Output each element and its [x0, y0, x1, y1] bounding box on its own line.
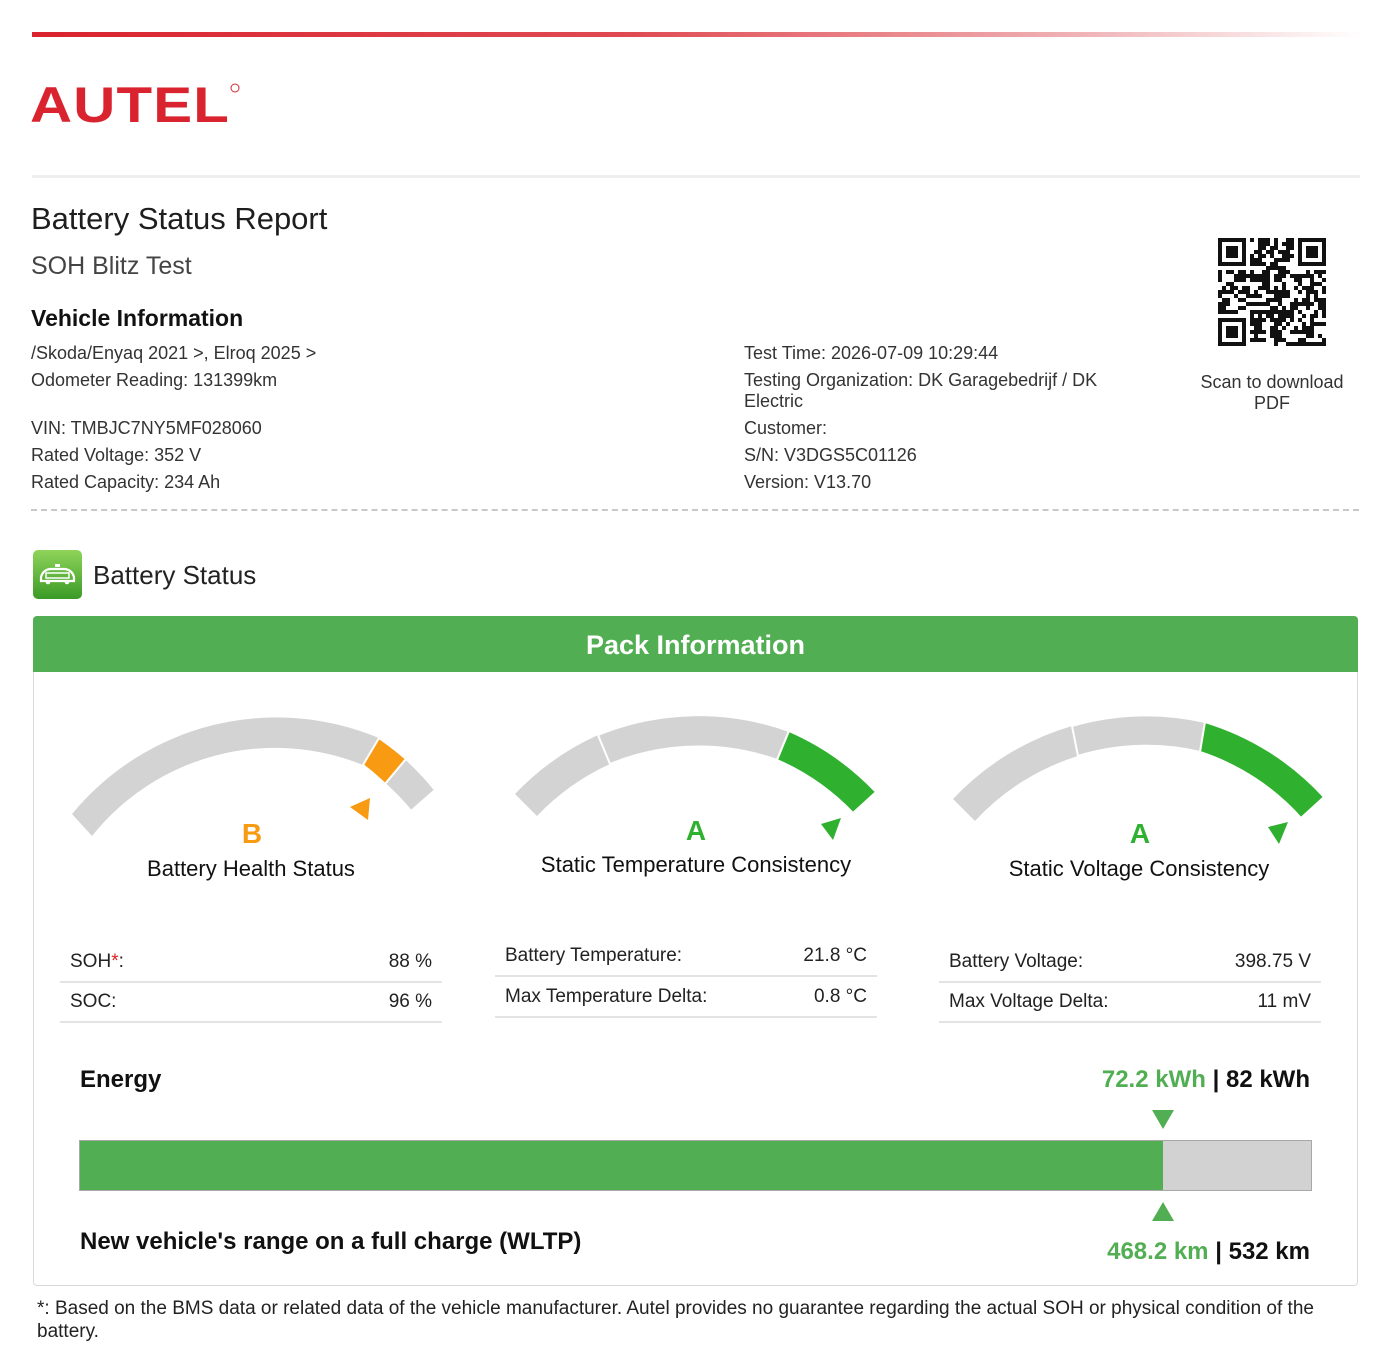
battery-health-label: Battery Health Status: [147, 856, 355, 881]
rated-capacity: Rated Capacity: 234 Ah: [31, 472, 221, 492]
customer: Customer:: [744, 418, 828, 438]
vehicle-info-heading: Vehicle Information: [31, 305, 244, 331]
footnote: *: Based on the BMS data or related data of the vehicle manufacturer. Autel provides no guarantee regarding the actual SOH or physical condition of the battery.: [37, 1298, 1314, 1342]
range-marker-up-icon: [1152, 1202, 1174, 1221]
battery-voltage-value: 398.75 V: [1234, 951, 1311, 972]
range-label: New vehicle's range on a full charge (WLTP): [80, 1228, 582, 1255]
top-accent-rule: [32, 32, 1362, 37]
max-temperature-delta-key: Max Temperature Delta:: [505, 986, 708, 1007]
report-title: Battery Status Report: [31, 201, 328, 236]
energy-progress-fill: [80, 1141, 1163, 1190]
qr-code-icon[interactable]: [1218, 238, 1326, 346]
energy-current: 72.2 kWh: [1101, 1066, 1206, 1093]
software-version: Version: V13.70: [744, 472, 872, 492]
battery-car-icon: [33, 550, 82, 599]
vin: VIN: TMBJC7NY5MF028060: [31, 418, 262, 438]
serial-number: S/N: V3DGS5C01126: [744, 445, 917, 465]
max-voltage-delta-value: 11 mV: [1257, 991, 1311, 1012]
soh-key-colon: :: [118, 951, 124, 972]
metric-row: [495, 978, 877, 1018]
test-time: Test Time: 2026-07-09 10:29:44: [744, 343, 999, 363]
range-current: 468.2 km: [1107, 1238, 1209, 1265]
static-temperature-grade: A: [685, 815, 707, 846]
header-divider: [32, 175, 1360, 178]
pack-information-header: Pack Information: [33, 616, 1358, 672]
static-voltage-grade: A: [1129, 818, 1151, 849]
soc-value: 96 %: [388, 991, 432, 1012]
metric-row: [60, 983, 442, 1023]
battery-status-title: Battery Status: [93, 560, 257, 590]
autel-logo: [30, 80, 242, 128]
metric-row: [60, 943, 442, 983]
energy-values: [1102, 1066, 1310, 1094]
battery-health-grade: B: [241, 818, 263, 849]
section-divider: [31, 509, 1359, 511]
static-voltage-label: Static Voltage Consistency: [1008, 856, 1270, 881]
soc-key: SOC:: [70, 991, 117, 1012]
odometer-reading: Odometer Reading: 131399km: [31, 370, 278, 390]
vehicle-model: /Skoda/Enyaq 2021 >, Elroq 2025 >: [31, 343, 317, 363]
energy-marker-down-icon: [1152, 1110, 1174, 1129]
battery-voltage-key: Battery Voltage:: [949, 951, 1084, 972]
report-subtitle: SOH Blitz Test: [31, 252, 192, 280]
testing-organization: Testing Organization: DK Garagebedrijf / DK Electric: [744, 370, 1098, 411]
range-values: [1107, 1238, 1310, 1266]
svg-text:AUTEL: AUTEL: [30, 80, 231, 128]
qr-caption: Scan to download PDF: [1200, 372, 1344, 413]
metric-row: [939, 983, 1321, 1023]
energy-label: Energy: [80, 1066, 162, 1093]
static-temperature-label: Static Temperature Consistency: [540, 852, 852, 877]
energy-total: 82 kWh: [1225, 1066, 1310, 1093]
energy-separator: |: [1212, 1066, 1220, 1093]
battery-temperature-key: Battery Temperature:: [505, 945, 683, 966]
metric-row: [495, 937, 877, 977]
range-total: 532 km: [1228, 1238, 1310, 1265]
range-separator: |: [1215, 1238, 1222, 1265]
energy-progress-bar: [79, 1140, 1312, 1191]
battery-temperature-value: 21.8 °C: [803, 945, 867, 966]
soh-key: SOH: [70, 951, 112, 972]
asterisk-marker: *: [111, 951, 119, 972]
soh-value: 88 %: [388, 951, 432, 972]
metric-row: [939, 943, 1321, 983]
metric-key: [70, 951, 124, 973]
rated-voltage: Rated Voltage: 352 V: [31, 445, 202, 465]
max-temperature-delta-value: 0.8 °C: [813, 986, 867, 1007]
max-voltage-delta-key: Max Voltage Delta:: [949, 991, 1109, 1012]
